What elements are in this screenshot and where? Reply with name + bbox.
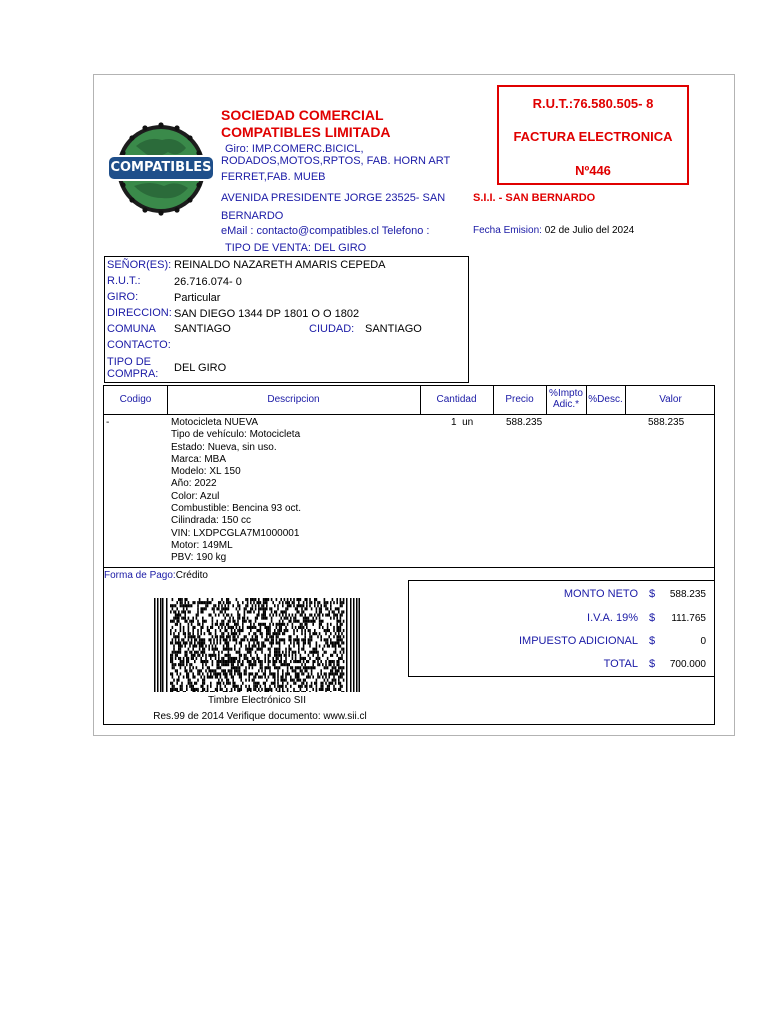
item-valor: 588.235 xyxy=(648,417,685,428)
item-precio: 588.235 xyxy=(506,417,543,428)
total-label: TOTAL xyxy=(603,658,638,670)
client-giro-value: Particular xyxy=(174,292,221,304)
comuna-value: SANTIAGO xyxy=(174,323,231,335)
item-description xyxy=(171,417,301,565)
header-cantidad: Cantidad xyxy=(436,394,477,405)
company-address xyxy=(221,189,461,225)
invoice-rut: R.U.T.:76.580.505- 8 xyxy=(532,96,654,111)
header-codigo: Codigo xyxy=(119,394,152,405)
item-codigo: - xyxy=(106,417,110,428)
client-rut-value: 26.716.074- 0 xyxy=(174,276,242,288)
item-desc-line: Modelo: XL 150 xyxy=(171,466,241,478)
item-desc-line: Motor: 149ML xyxy=(171,539,233,551)
senor-value: REINALDO NAZARETH AMARIS CEPEDA xyxy=(174,259,386,271)
total-value: 700.000 xyxy=(669,659,706,670)
item-desc-line: Motocicleta NUEVA xyxy=(171,417,259,428)
issue-date-row xyxy=(473,225,634,236)
item-desc-line: Estado: Nueva, sin uso. xyxy=(171,441,277,453)
payment-value: Crédito xyxy=(175,570,208,581)
header-precio: Precio xyxy=(505,394,534,405)
currency-symbol: $ xyxy=(649,612,656,624)
company-name-line1: SOCIEDAD COMERCIAL xyxy=(221,107,384,123)
logo-text: COMPATIBLES xyxy=(110,160,212,175)
contacto-label: CONTACTO: xyxy=(107,339,171,351)
direccion-label: DIRECCION: xyxy=(107,307,172,319)
invoice-number: Nº446 xyxy=(575,163,611,178)
barcode-graphic xyxy=(154,598,360,692)
client-giro-label: GIRO: xyxy=(107,291,139,303)
adicional-label: IMPUESTO ADICIONAL xyxy=(519,635,638,647)
currency-symbol: $ xyxy=(649,658,656,670)
payment-label: Forma de Pago: xyxy=(104,570,176,581)
item-desc-line: VIN: LXDPCGLA7M1000001 xyxy=(171,527,300,539)
item-desc-line: Año: 2022 xyxy=(171,478,217,490)
currency-symbol: $ xyxy=(649,588,656,600)
header-impto xyxy=(546,386,586,414)
item-desc-line: Color: Azul xyxy=(171,490,220,502)
client-rut-label: R.U.T.: xyxy=(107,275,141,287)
compra-label-line2: COMPRA: xyxy=(107,368,159,380)
sii-office: S.I.I. - SAN BERNARDO xyxy=(473,192,596,204)
iva-label: I.V.A. 19% xyxy=(587,612,638,624)
compra-label-line1: TIPO DE xyxy=(107,356,152,368)
payment-row xyxy=(104,570,208,581)
item-desc-line: PBV: 190 kg xyxy=(171,552,227,564)
company-giro-line1: Giro: IMP.COMERC.BICICL, xyxy=(225,143,364,155)
company-sale-type: TIPO DE VENTA: DEL GIRO xyxy=(225,242,367,254)
issue-date-label: Fecha Emision: xyxy=(473,225,542,236)
neto-label: MONTO NETO xyxy=(563,588,638,600)
ciudad-value: SANTIAGO xyxy=(365,323,422,335)
item-desc-line: Combustible: Bencina 93 oct. xyxy=(171,503,302,515)
item-desc-line: Marca: MBA xyxy=(171,453,227,465)
header-valor: Valor xyxy=(659,394,682,405)
company-address-line1: AVENIDA PRESIDENTE JORGE 23525- SAN xyxy=(221,192,446,204)
items-header-divider xyxy=(104,414,714,415)
item-desc-line: Tipo de vehículo: Motocicleta xyxy=(171,429,301,441)
comuna-label: COMUNA xyxy=(107,323,156,335)
ciudad-label: CIUDAD: xyxy=(309,323,355,335)
item-desc-line: Cilindrada: 150 cc xyxy=(171,515,252,527)
company-giro-line3: FERRET,FAB. MUEB xyxy=(221,171,326,183)
header-desc: %Desc. xyxy=(588,394,623,405)
company-logo xyxy=(106,118,216,220)
company-name xyxy=(221,107,461,141)
compra-value: DEL GIRO xyxy=(174,362,227,374)
stamp-caption: Timbre Electrónico SII xyxy=(208,695,306,706)
neto-value: 588.235 xyxy=(669,589,706,600)
electronic-stamp-barcode xyxy=(154,598,360,692)
direccion-value: SAN DIEGO 1344 DP 1801 O O 1802 xyxy=(174,308,360,320)
iva-value: 111.765 xyxy=(671,613,706,624)
item-cantidad: 1 un xyxy=(451,417,474,428)
currency-symbol: $ xyxy=(649,635,656,647)
header-impto-line1: %Impto xyxy=(549,388,583,399)
stamp-resolution: Res.99 de 2014 Verifique documento: www.sii.cl xyxy=(153,711,367,722)
company-giro xyxy=(221,142,461,184)
compra-label xyxy=(107,356,158,380)
header-impto-line2: Adic.* xyxy=(552,399,580,410)
invoice-id-box xyxy=(497,85,689,185)
senor-label: SEÑOR(ES): xyxy=(107,259,172,271)
company-name-line2: COMPATIBLES LIMITADA xyxy=(221,124,391,140)
company-giro-line2: RODADOS,MOTOS,RPTOS, FAB. HORN ART xyxy=(221,155,451,167)
adicional-value: 0 xyxy=(700,636,706,647)
company-email: eMail : contacto@compatibles.cl Telefono : xyxy=(221,225,430,237)
invoice-doc-type: FACTURA ELECTRONICA xyxy=(513,129,673,144)
company-address-line2: BERNARDO xyxy=(221,210,284,222)
header-descripcion: Descripcion xyxy=(267,394,320,405)
issue-date-value: 02 de Julio del 2024 xyxy=(544,225,635,236)
